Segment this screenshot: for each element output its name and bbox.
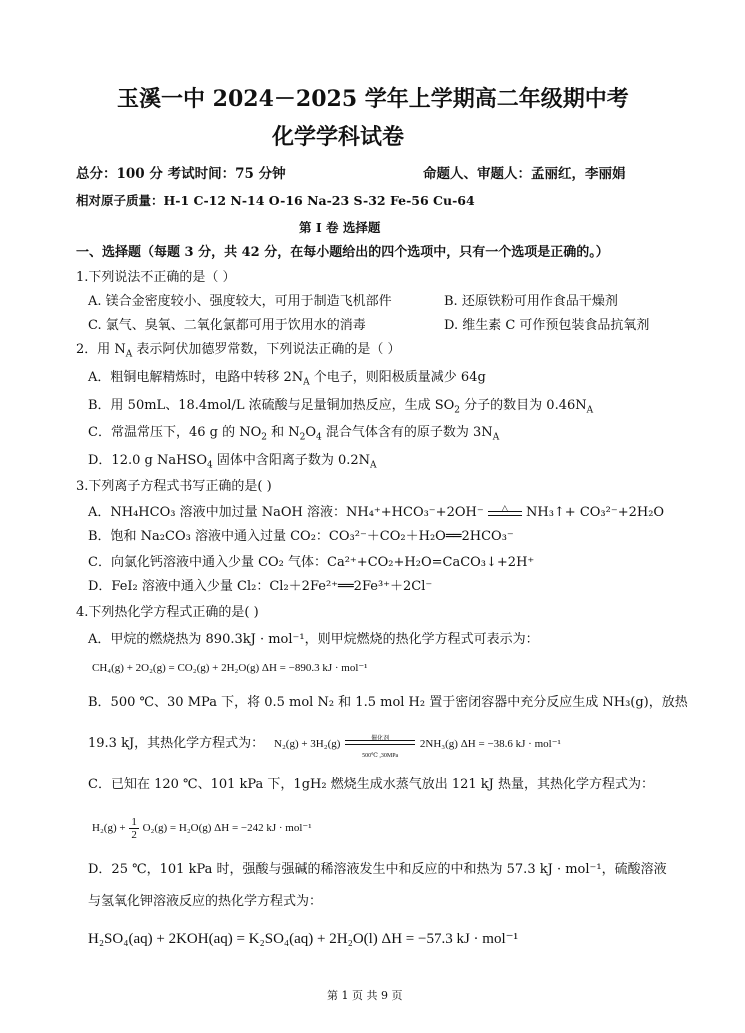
heat-arrow: △	[488, 506, 522, 520]
q4-option-a: A．甲烷的燃烧热为 890.3kJ · mol⁻¹，则甲烷燃烧的热化学方程式可表示为：	[88, 632, 539, 647]
q1-stem: 1.下列说法不正确的是（ ）	[76, 270, 236, 285]
q4-a-equation: CH₄(g) + 2O₂(g) = CO₂(g) + 2H₂O(g) ΔH = −890.3 kJ · mol⁻¹	[92, 662, 368, 674]
q4-c-equation: H₂(g) + $\frac{1}{2}$ O₂(g) = H₂O(g) ΔH = −242 kJ · mol⁻¹	[92, 815, 312, 841]
q3-option-b: B．饱和 Na₂CO₃ 溶液中通入过量 CO₂：CO₃²⁻＋CO₂＋H₂O══2HCO₃⁻	[88, 529, 514, 544]
subject-title: 化学学科试卷	[272, 124, 405, 150]
section-title: 一、选择题（每题 3 分，共 42 分，在每小题给出的四个选项中，只有一个选项是正确的。）	[76, 245, 609, 260]
exam-info-right: 命题人、审题人：孟丽红，李丽娟	[423, 166, 626, 182]
q3-option-a: A．NH₄HCO₃ 溶液中加过量 NaOH 溶液：NH₄⁺+HCO₃⁻+2OH⁻ △ NH₃↑+ CO₃²⁻+2H₂O	[88, 503, 665, 520]
q4-d-equation: H₂SO₄(aq) + 2KOH(aq) = K₂SO₄(aq) + 2H₂O(l) ΔH = −57.3 kJ · mol⁻¹	[88, 931, 519, 947]
q2-option-a: A．粗铜电解精炼时，电路中转移 $2N_A$ 个电子，则阳极质量减少 64g	[88, 370, 486, 388]
volume-title: 第 I 卷 选择题	[299, 220, 381, 235]
q1-option-b: B. 还原铁粉可用作食品干燥剂	[444, 294, 618, 309]
q2-option-b: B．用 50mL、18.4mol/L 浓硫酸与足量铜加热反应，生成 $SO_2$ 分子的数目为 $0.46N_A$	[88, 398, 594, 416]
exam-title: 玉溪一中 2024－2025 学年上学期高二年级期中考	[117, 86, 629, 112]
q4-b-equation: N₂(g) + 3H₂(g) 催化剂 500℃ ,30MPa 2NH₃(g) ΔH = −38.6 kJ · mol⁻¹	[274, 736, 561, 760]
q4-option-b-line2: 19.3 kJ，其热化学方程式为：	[88, 736, 265, 751]
q3-option-d: D．FeI₂ 溶液中通入少量 Cl₂：Cl₂＋2Fe²⁺══2Fe³⁺＋2Cl⁻	[88, 579, 433, 594]
q1-option-a: A. 镁合金密度较小、强度较大，可用于制造飞机部件	[88, 294, 392, 309]
q4-option-c: C．已知在 120 ℃、101 kPa 下，1gH₂ 燃烧生成水蒸气放出 121 kJ 热量，其热化学方程式为：	[88, 777, 655, 792]
atomic-mass-line: 相对原子质量：H-1 C-12 N-14 O-16 Na-23 S-32 Fe-56 Cu-64	[76, 193, 475, 208]
q4-option-d-line1: D．25 ℃，101 kPa 时，强酸与强碱的稀溶液发生中和反应的中和热为 57.3 kJ · mol⁻¹，硫酸溶液	[88, 862, 667, 877]
q1-option-d: D. 维生素 C 可作预包装食品抗氧剂	[444, 318, 650, 333]
q2-stem: 2．用 $N_A$ 表示阿伏加德罗常数，下列说法正确的是（ ）	[76, 342, 401, 360]
q4-option-b-line1: B．500 ℃、30 MPa 下，将 0.5 mol N₂ 和 1.5 mol H₂ 置于密闭容器中充分反应生成 NH₃(g)，放热	[88, 695, 688, 710]
q2-option-c: C．常温常压下，46 g 的 $NO_2$ 和 $N_2O_4$ 混合气体含有的原子数为 $3N_A$	[88, 425, 500, 443]
reversible-arrow: 催化剂 500℃ ,30MPa	[345, 737, 415, 751]
exam-info-left: 总分：100 分 考试时间：75 分钟	[76, 166, 286, 182]
q1-option-c: C. 氯气、臭氧、二氧化氯都可用于饮用水的消毒	[88, 318, 366, 333]
q3-option-c: C．向氯化钙溶液中通入少量 CO₂ 气体：Ca²⁺+CO₂+H₂O=CaCO₃↓+2H⁺	[88, 555, 535, 570]
q3-stem: 3.下列离子方程式书写正确的是( )	[76, 479, 272, 494]
q4-option-d-line2: 与氢氧化钾溶液反应的热化学方程式为：	[88, 894, 323, 909]
page-number: 第 1 页 共 9 页	[327, 989, 403, 1002]
q4-stem: 4.下列热化学方程式正确的是( )	[76, 605, 259, 620]
q2-option-d: D．12.0 g NaHSO$_4$ 固体中含阳离子数为 $0.2N_A$	[88, 453, 377, 471]
one-half-fraction: $\frac{1}{2}$	[131, 815, 137, 841]
